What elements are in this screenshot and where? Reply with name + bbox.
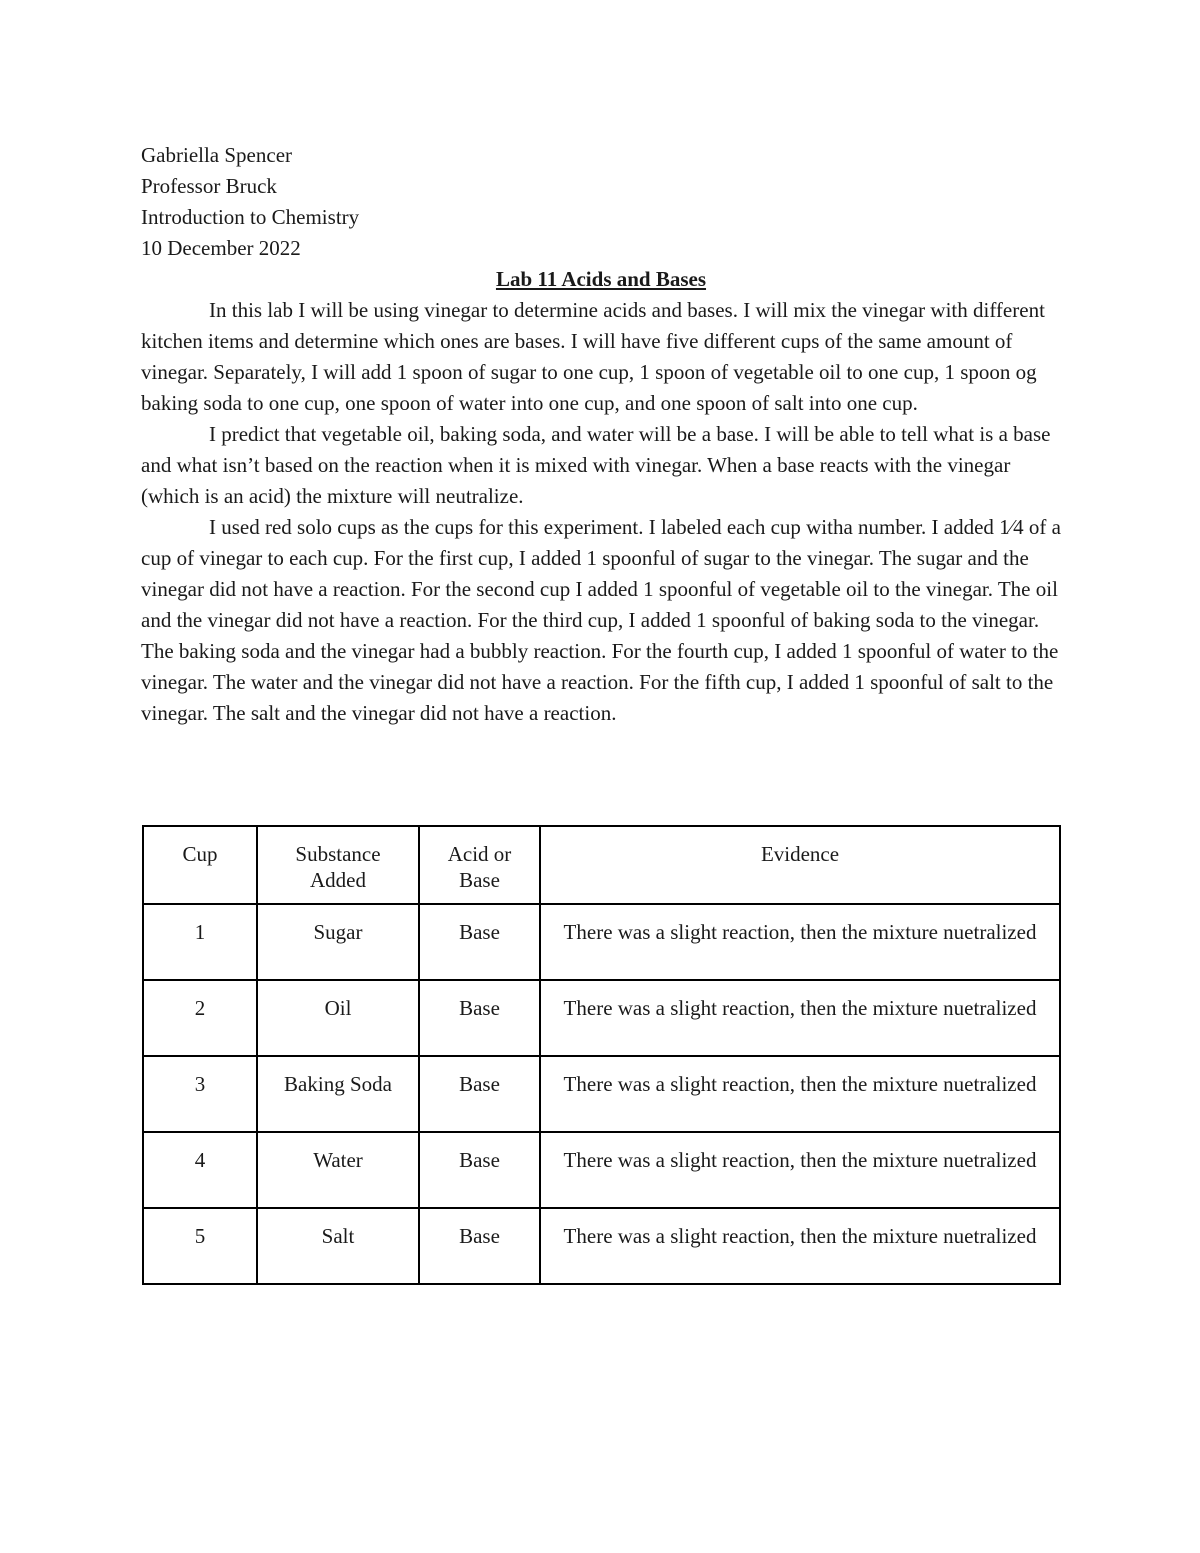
paragraph-procedure: I used red solo cups as the cups for this experiment. I labeled each cup witha number. I added 1⁄4 of a cup of vinegar to each cup. For the first cup, I added 1 spoonful of sugar to the vinegar. The sugar and the vinegar did not have a reaction. For the second cup I added 1 spoonful of vegetable oil to the vinegar. The oil and the vinegar did not have a reaction. For the third cup, I added 1 spoonful of baking soda to the vinegar. The baking soda and the vinegar had a bubbly reaction. For the fourth cup, I added 1 spoonful of water to the vinegar. The water and the vinegar did not have a reaction. For the fifth cup, I added 1 spoonful of salt to the vinegar. The salt and the vinegar did not have a reaction. [141,515,1061,725]
student-name: Gabriella Spencer [141,143,293,167]
cell-substance: Water [257,1132,419,1208]
paragraph-intro: In this lab I will be using vinegar to determine acids and bases. I will mix the vinegar with different kitchen items and determine which ones are bases. I will have five different cups of the same amount of vinegar. Separately, I will add 1 spoon of sugar to one cup, 1 spoon of vegetable oil to one cup, 1 spoon og baking soda to one cup, one spoon of water into one cup, and one spoon of salt into one cup. [141,298,1045,415]
cell-substance: Sugar [257,904,419,980]
cell-cup: 2 [143,980,257,1056]
paragraph-prediction: I predict that vegetable oil, baking soda, and water will be a base. I will be able to tell what is a base and what isn’t based on the reaction when it is mixed with vinegar. When a base reacts with the vinegar (which is an acid) the mixture will neutralize. [141,422,1051,508]
cell-evidence: There was a slight reaction, then the mixture nuetralized [540,1208,1060,1284]
cell-acid-or-base: Base [419,1208,540,1284]
header-evidence: Evidence [540,826,1060,904]
cell-substance: Oil [257,980,419,1056]
document-title: Lab 11 Acids and Bases [495,267,707,291]
document-page [141,140,1061,729]
cell-evidence: There was a slight reaction, then the mixture nuetralized [540,1056,1060,1132]
cell-cup: 5 [143,1208,257,1284]
table-row [143,904,1060,980]
header-acid-or-base: Acid or Base [419,826,540,904]
cell-substance: Baking Soda [257,1056,419,1132]
cell-acid-or-base: Base [419,1132,540,1208]
cell-acid-or-base: Base [419,904,540,980]
table-row [143,980,1060,1056]
results-table [142,825,1061,1285]
cell-acid-or-base: Base [419,1056,540,1132]
header-substance: Substance Added [257,826,419,904]
cell-cup: 1 [143,904,257,980]
course-name: Introduction to Chemistry [141,205,360,229]
cell-substance: Salt [257,1208,419,1284]
table-row [143,1208,1060,1284]
document-date: 10 December 2022 [141,236,301,260]
cell-acid-or-base: Base [419,980,540,1056]
professor-name: Professor Bruck [141,174,277,198]
cell-evidence: There was a slight reaction, then the mixture nuetralized [540,1132,1060,1208]
table-row [143,1132,1060,1208]
cell-cup: 4 [143,1132,257,1208]
cell-evidence: There was a slight reaction, then the mixture nuetralized [540,980,1060,1056]
header-cup: Cup [143,826,257,904]
table-row [143,1056,1060,1132]
cell-evidence: There was a slight reaction, then the mixture nuetralized [540,904,1060,980]
table-header-row [143,826,1060,904]
cell-cup: 3 [143,1056,257,1132]
